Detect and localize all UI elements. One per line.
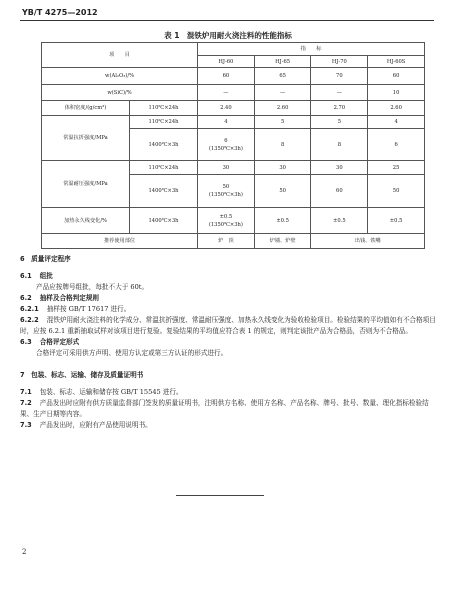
- section-number: 6.1: [20, 272, 32, 280]
- table-caption: 表 1 混铁炉用耐火浇注料的性能指标: [164, 31, 292, 40]
- cell: 5: [254, 116, 311, 129]
- cell: 8: [311, 129, 368, 161]
- cell: 5: [311, 116, 368, 129]
- row-label: 常温耐压强度/MPa: [42, 161, 130, 208]
- section-number: 7.2: [20, 399, 32, 407]
- cell: 60: [368, 68, 425, 85]
- section-number: 6.2.2: [20, 316, 39, 324]
- condition: 1400℃×3h: [130, 208, 198, 234]
- cell: 10: [368, 85, 425, 101]
- cell: 炉墙、炉壁: [254, 234, 311, 249]
- cell: 4: [198, 116, 255, 129]
- cell-value: 6: [224, 137, 228, 144]
- cell: 30: [254, 161, 311, 175]
- section-6-3-title: [20, 337, 438, 348]
- grade-header: HJ-70: [311, 56, 368, 68]
- header-rule: [20, 20, 434, 21]
- grade-header: HJ-65: [254, 56, 311, 68]
- section-heading: 合格评定形式: [39, 338, 80, 346]
- section-6-2-1: [20, 304, 438, 315]
- section-number: 7.3: [20, 421, 32, 429]
- page-number: 2: [22, 548, 27, 556]
- section-number: 7.1: [20, 388, 32, 396]
- condition: 110℃×24h: [130, 116, 198, 129]
- index-header: 指 标: [198, 43, 425, 56]
- cell: [198, 129, 255, 161]
- section-7-title: 7 包装、标志、运输、储存及质量证明书: [20, 371, 144, 379]
- section-6-2-2: [20, 315, 438, 337]
- cell: 50: [368, 175, 425, 208]
- cell-note: (1350℃×3h): [208, 221, 243, 228]
- cell: ±0.5: [368, 208, 425, 234]
- condition: 1400℃×3h: [130, 175, 198, 208]
- cell-value: 50: [222, 184, 230, 190]
- cell: —: [311, 85, 368, 101]
- cell: 2.60: [368, 101, 425, 116]
- cell: 70: [311, 68, 368, 85]
- row-label: 加热永久线变化/%: [42, 208, 130, 234]
- section-7-3: [20, 420, 438, 431]
- properties-table: [41, 42, 425, 249]
- cell-value: ±0.5: [219, 213, 233, 220]
- cell: 炉 顶: [198, 234, 255, 249]
- cell: 4: [368, 116, 425, 129]
- section-heading: 抽样及合格判定规则: [39, 294, 100, 302]
- row-label: w(Al₂O₃)/%: [42, 68, 198, 85]
- cell: 2.70: [311, 101, 368, 116]
- section-6-2-title: [20, 293, 438, 304]
- section-6-3-text: 合格评定可采用供方声明、使用方认定或第三方认证的形式进行。: [36, 349, 228, 357]
- cell: 出钱、铁嘴: [311, 234, 425, 249]
- cell: ±0.5: [254, 208, 311, 234]
- cell: 65: [254, 68, 311, 85]
- cell: 60: [311, 175, 368, 208]
- cell-note: (1350℃×3h): [208, 145, 243, 152]
- row-label: 体积密度/(g/cm³): [42, 101, 130, 116]
- section-number: 6.2: [20, 294, 32, 302]
- cell: 50: [254, 175, 311, 208]
- section-6-title: 6 质量评定程序: [20, 255, 71, 263]
- cell: 2.60: [254, 101, 311, 116]
- item-header: 项 目: [42, 43, 198, 68]
- end-rule: [176, 495, 264, 496]
- row-label: 常温抗折强度/MPa: [42, 116, 130, 161]
- standard-code: YB/T 4275—2012: [22, 8, 98, 17]
- section-text: 抽样按 GB/T 17617 进行。: [46, 305, 131, 313]
- cell: —: [198, 85, 255, 101]
- section-text: 产品发出时应附有供方质量监督部门签发的质量证明书，注明供方名称、使用方名称、产品名称、牌号、批号、数量、理化指标检验结果、生产日期等内容。: [20, 399, 429, 418]
- cell: 25: [368, 161, 425, 175]
- row-label: 推荐使用部位: [42, 234, 198, 249]
- section-heading: 组批: [39, 272, 53, 280]
- cell: [198, 208, 255, 234]
- row-label: w(SiC)/%: [42, 85, 198, 101]
- cell: 2.40: [198, 101, 255, 116]
- section-text: 混铁炉用耐火浇注料的化学成分、常温抗折强度、常温耐压强度、加热永久线变化为验收检验项目。检验结果的平均值如有不合格项目时，应按 6.2.1 重新抽取试样对该项目进行复验。复验结果的平均值应符合表 1 的规定，则判定该批产品为合格品，否则为不合格品。: [20, 316, 436, 335]
- section-6-1-title: [20, 271, 438, 282]
- section-6: [20, 253, 438, 431]
- section-number: 6.3: [20, 338, 32, 346]
- cell: 60: [198, 68, 255, 85]
- section-text: 产品发出时，应附有产品使用说明书。: [39, 421, 152, 429]
- cell: 8: [254, 129, 311, 161]
- cell: —: [254, 85, 311, 101]
- cell: ±0.5: [311, 208, 368, 234]
- cell: 30: [311, 161, 368, 175]
- cell-note: (1350℃×3h): [208, 192, 243, 198]
- section-7-2: [20, 398, 438, 420]
- section-7-1: [20, 387, 438, 398]
- cell: 30: [198, 161, 255, 175]
- cell: [198, 175, 255, 208]
- cell: 6: [368, 129, 425, 161]
- section-number: 6.2.1: [20, 305, 39, 313]
- section-6-1-text: 产品应按牌号组批，每批不大于 60t。: [36, 283, 149, 291]
- grade-header: HJ-60: [198, 56, 255, 68]
- condition: 110℃×24h: [130, 161, 198, 175]
- condition: 110℃×24h: [130, 101, 198, 116]
- condition: 1400℃×3h: [130, 129, 198, 161]
- section-text: 包装、标志、运输和储存按 GB/T 15545 进行。: [39, 388, 183, 396]
- grade-header: HJ-60S: [368, 56, 425, 68]
